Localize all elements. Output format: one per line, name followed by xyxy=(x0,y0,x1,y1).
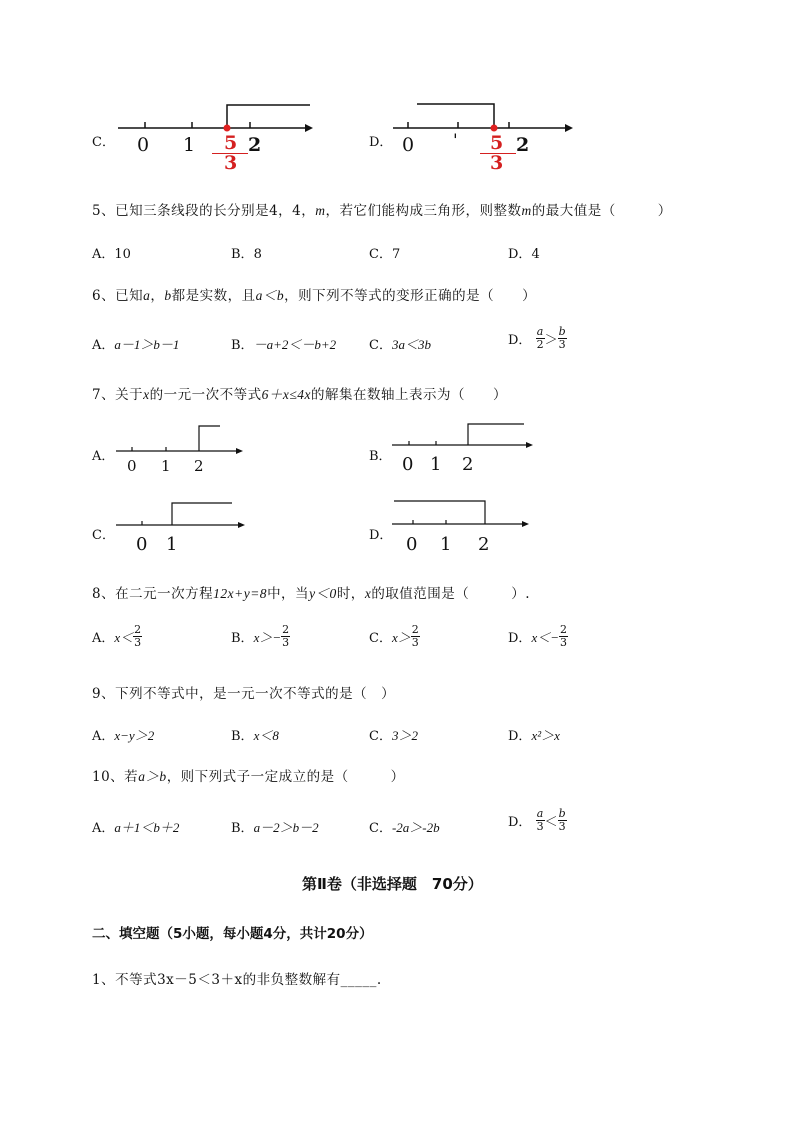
q5-text: 5、已知三条线段的长分别是4，4， xyxy=(92,203,316,219)
q7-text: 7、关于 xyxy=(92,387,144,403)
option-label: B． xyxy=(231,729,254,744)
fraction-denominator: 3 xyxy=(490,152,504,174)
option-label: C． xyxy=(369,821,392,836)
q10-option-d[interactable] xyxy=(508,808,567,833)
q5-option-d[interactable] xyxy=(508,243,540,262)
fraction xyxy=(411,624,420,649)
q8-text: 8、在二元一次方程 xyxy=(92,586,214,602)
option-label: B． xyxy=(231,247,254,262)
option-text: 3a＜3b xyxy=(391,337,431,352)
option-text: 3＞2 xyxy=(391,728,418,743)
q10-option-a[interactable] xyxy=(92,817,179,836)
question-6-stem xyxy=(92,284,536,304)
tick-label: 1 xyxy=(166,534,178,555)
tick-label: 2 xyxy=(462,454,474,475)
fraction xyxy=(133,624,142,649)
tick-label: 1 xyxy=(161,457,171,475)
option-text: a＋1＜b＋2 xyxy=(114,820,180,835)
q9-option-d[interactable] xyxy=(508,725,560,744)
tick-label: 0 xyxy=(402,134,415,156)
q9-option-c[interactable] xyxy=(369,725,418,744)
option-text: a－1＞b－1 xyxy=(114,337,180,352)
question-9-stem: 9、下列不等式中，是一元一次不等式的是（ ） xyxy=(92,686,396,702)
part-2-title: 第Ⅱ卷（非选择题 70分） xyxy=(302,875,483,893)
fraction-numerator: 5 xyxy=(224,132,238,154)
question-10-stem xyxy=(92,765,405,785)
tick-label: 0 xyxy=(127,457,137,475)
numerator: 2 xyxy=(559,623,567,636)
q8-text: 的取值范围是（ ）. xyxy=(371,586,531,602)
relation: ＜ xyxy=(544,815,558,830)
option-label: D． xyxy=(508,631,532,646)
relation: ＞ xyxy=(544,333,558,348)
variable-x: x xyxy=(143,387,150,402)
q8-equation: 12x+y=8 xyxy=(213,586,268,601)
numerator: 2 xyxy=(282,623,290,636)
option-text: x＞ xyxy=(391,630,411,645)
variable-b: b xyxy=(164,288,172,303)
fraction xyxy=(559,624,568,649)
q8-text: 中，当 xyxy=(267,586,310,602)
q7-option-c-number-line xyxy=(110,497,250,537)
numerator: a xyxy=(536,807,544,820)
option-text: 7 xyxy=(391,247,401,262)
q6-condition: a＜b xyxy=(255,288,285,303)
option-label: A． xyxy=(92,338,115,353)
q9-option-b[interactable] xyxy=(231,725,279,744)
q8-option-b[interactable] xyxy=(231,624,290,649)
option-text: x＞− xyxy=(253,630,282,645)
option-text: x＜8 xyxy=(253,728,279,743)
q8-option-c[interactable] xyxy=(369,624,420,649)
tick-label: 1 xyxy=(440,534,452,555)
option-label: D． xyxy=(508,815,532,830)
option-text: x−y＞2 xyxy=(114,728,155,743)
tick-label: 0 xyxy=(406,534,418,555)
tick-label: 2 xyxy=(478,534,490,555)
denominator: 3 xyxy=(559,636,567,649)
tick-label: 2 xyxy=(248,134,262,156)
q10-option-c[interactable] xyxy=(369,817,440,836)
tick-label: 2 xyxy=(516,134,530,156)
q7-option-a-number-line xyxy=(110,420,250,460)
q6-option-c[interactable] xyxy=(369,334,431,353)
option-text: 8 xyxy=(253,247,262,262)
variable-x: x xyxy=(364,586,372,601)
q8-option-a[interactable] xyxy=(92,624,142,649)
q9-option-a[interactable] xyxy=(92,725,154,744)
numerator: b xyxy=(558,325,566,338)
option-text: x²＞x xyxy=(531,728,560,743)
denominator: 3 xyxy=(411,636,419,649)
option-label: D． xyxy=(508,333,532,348)
denominator: 2 xyxy=(536,338,544,351)
option-label: C． xyxy=(369,338,392,353)
q7-option-b-label[interactable]: B． xyxy=(369,449,392,464)
variable-m: m xyxy=(315,203,326,218)
fraction xyxy=(558,326,567,351)
q5-option-c[interactable] xyxy=(369,243,400,262)
q6-option-b[interactable] xyxy=(231,334,336,353)
option-text: x＜ xyxy=(114,630,134,645)
numerator: 2 xyxy=(134,623,142,636)
denominator: 3 xyxy=(282,636,290,649)
q7-option-d-number-line xyxy=(388,495,538,535)
q7-option-b-number-line xyxy=(388,418,538,458)
q8-text: 时， xyxy=(336,586,365,602)
question-7-stem xyxy=(92,383,507,403)
numerator: a xyxy=(536,325,544,338)
q6-option-a[interactable] xyxy=(92,334,179,353)
q7-text: 的一元一次不等式 xyxy=(149,387,262,403)
variable-a: a xyxy=(143,288,151,303)
stray-mark: ' xyxy=(453,131,458,151)
tick-label: 0 xyxy=(136,534,148,555)
section-heading: 二、填空题（5小题，每小题4分，共计20分） xyxy=(92,926,373,942)
fraction xyxy=(558,808,567,833)
option-label: D． xyxy=(508,729,532,744)
option-label: A． xyxy=(92,247,115,262)
q10-text: 10、若 xyxy=(92,769,139,785)
fill-in-question-1: 1、不等式3x－5＜3＋x的非负整数解有_____. xyxy=(92,972,382,988)
fraction xyxy=(536,808,545,833)
q10-text: ，则下列式子一定成立的是（ ） xyxy=(166,769,405,785)
option-text: a－2＞b－2 xyxy=(253,820,319,835)
option-label: B． xyxy=(231,631,254,646)
option-text: 4 xyxy=(531,247,540,262)
q5-option-a[interactable] xyxy=(92,243,131,262)
q7-inequality: 6＋x≤4x xyxy=(261,387,311,402)
q4-option-d-number-line xyxy=(385,95,585,180)
q7-text: 的解集在数轴上表示为（ ） xyxy=(311,387,507,403)
option-d-label: D． xyxy=(369,135,393,150)
denominator: 3 xyxy=(134,636,142,649)
tick-label: 2 xyxy=(194,457,204,475)
q6-text: ，则下列不等式的变形正确的是（ ） xyxy=(284,288,537,304)
option-label: C． xyxy=(369,729,392,744)
option-label: A． xyxy=(92,729,115,744)
q8-condition: y＜0 xyxy=(309,586,337,601)
fraction xyxy=(536,326,545,351)
option-text: 10 xyxy=(114,247,131,262)
fraction-numerator: 5 xyxy=(490,132,504,154)
tick-label: 1 xyxy=(183,134,196,156)
denominator: 3 xyxy=(536,820,544,833)
denominator: 3 xyxy=(558,820,566,833)
q6-text: 6、已知 xyxy=(92,288,144,304)
fraction-denominator: 3 xyxy=(224,152,238,174)
tick-label: 0 xyxy=(402,454,414,475)
tick-label: 0 xyxy=(137,134,150,156)
option-label: B． xyxy=(231,821,254,836)
q6-option-d[interactable] xyxy=(508,326,567,351)
variable-m: m xyxy=(521,203,532,218)
denominator: 3 xyxy=(558,338,566,351)
fraction xyxy=(281,624,290,649)
q6-text: 都是实数，且 xyxy=(171,288,256,304)
q10-condition: a＞b xyxy=(138,769,167,784)
question-8-stem xyxy=(92,582,530,602)
q7-option-a-label[interactable]: A． xyxy=(92,449,115,464)
q5-text: 的最大值是（ ） xyxy=(531,203,672,219)
option-label: C． xyxy=(369,631,392,646)
option-label: C． xyxy=(369,247,392,262)
q7-option-d-label[interactable]: D． xyxy=(369,528,393,543)
option-text: -2a＞-2b xyxy=(391,820,440,835)
option-label: A． xyxy=(92,631,115,646)
q7-option-c-label[interactable]: C． xyxy=(92,528,115,543)
option-label: D． xyxy=(508,247,532,262)
q8-option-d[interactable] xyxy=(508,624,568,649)
option-text: x＜− xyxy=(531,630,559,645)
numerator: b xyxy=(558,807,566,820)
numerator: 2 xyxy=(411,623,419,636)
option-label: A． xyxy=(92,821,115,836)
option-label: B． xyxy=(231,338,254,353)
option-text: －a+2＜－b+2 xyxy=(253,337,337,352)
q6-text: ， xyxy=(150,288,165,304)
q10-option-b[interactable] xyxy=(231,817,319,836)
question-5-stem xyxy=(92,199,672,219)
tick-label: 1 xyxy=(430,454,442,475)
option-c-label: C． xyxy=(92,135,115,150)
q5-text: ，若它们能构成三角形，则整数 xyxy=(325,203,522,219)
q5-option-b[interactable] xyxy=(231,243,262,262)
